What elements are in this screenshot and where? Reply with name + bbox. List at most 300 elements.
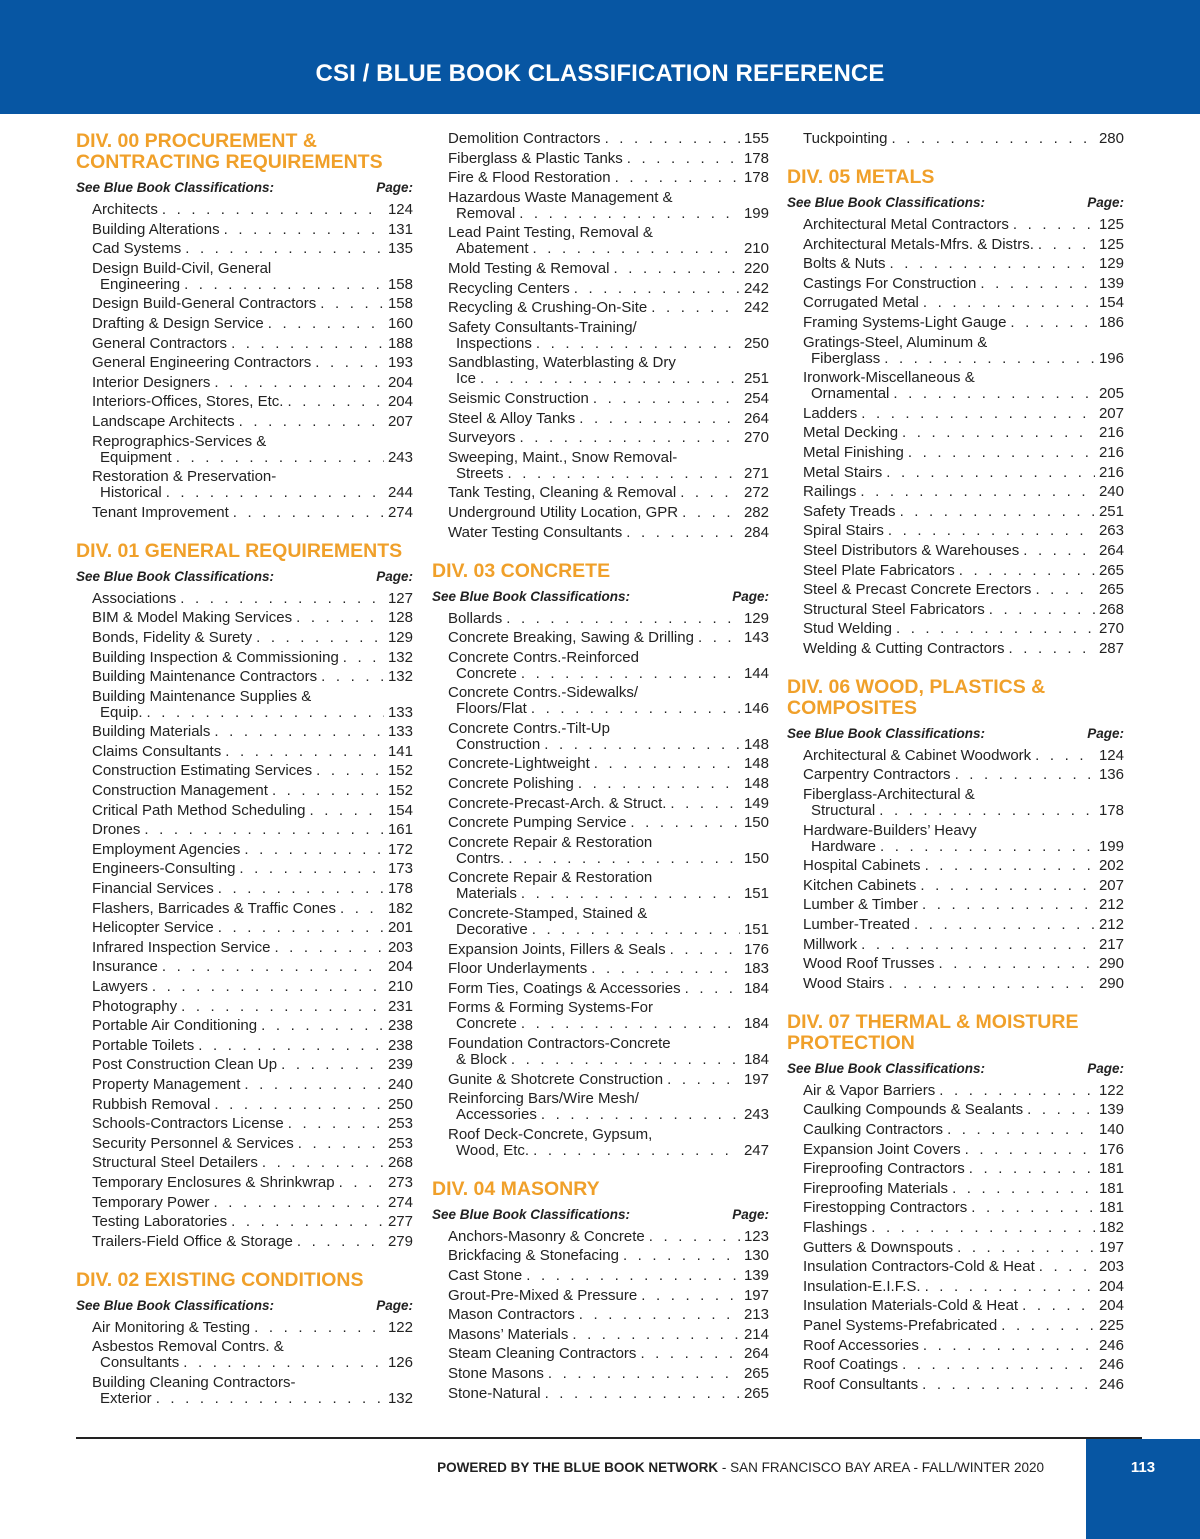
section-heading: DIV. 04 MASONRY [432, 1177, 600, 1200]
entry-name: Abatement [456, 240, 529, 258]
list-item [787, 523, 1124, 539]
dot-leader [176, 450, 384, 466]
entry-row [803, 917, 1124, 933]
entry-row [92, 724, 413, 740]
section-heading: DIV. 05 METALS [787, 166, 935, 188]
entry-name: Concrete [456, 1015, 517, 1033]
entry-page: 132 [387, 1389, 413, 1407]
list-item [787, 787, 1124, 819]
entry-name: Tenant Improvement [92, 503, 229, 521]
dot-leader [508, 851, 740, 867]
entry-name: Tuckpointing [803, 130, 888, 147]
entry-page: 178 [387, 880, 413, 898]
entry-name: Engineers-Consulting [92, 860, 236, 878]
footer [0, 1460, 1064, 1475]
classification-list [76, 202, 413, 521]
entry-name: Building Inspection & Commissioning [92, 648, 339, 666]
list-item [787, 582, 1124, 598]
footer-network: POWERED BY THE BLUE BOOK NETWORK [437, 1460, 719, 1475]
entry-name-line: Concrete Repair & Restoration [448, 869, 653, 887]
list-item [76, 1155, 413, 1171]
entry-row [448, 796, 769, 812]
list-item [787, 1083, 1124, 1099]
entry-page: 188 [387, 334, 413, 352]
entry-name: Seismic Construction [448, 389, 589, 407]
entry-row [803, 748, 1124, 764]
section [432, 561, 769, 1159]
list-item [432, 650, 769, 682]
entry-page: 122 [387, 1318, 413, 1336]
entry-page: 193 [387, 354, 413, 372]
dot-leader [593, 391, 740, 407]
dot-leader [908, 445, 1095, 461]
entry-row [803, 484, 1124, 500]
entry-page: 143 [743, 629, 769, 647]
entry-page: 204 [1098, 1297, 1124, 1315]
list-item [432, 611, 769, 627]
entry-page: 158 [387, 275, 413, 293]
entry-row [448, 485, 769, 501]
list-item [76, 1038, 413, 1054]
entry-page: 272 [743, 484, 769, 502]
footer-edition: - SAN FRANCISCO BAY AREA - FALL/WINTER 2020 [718, 1460, 1044, 1475]
entry-page: 129 [1098, 255, 1124, 273]
list-item [432, 1268, 769, 1284]
dot-leader [640, 1346, 740, 1362]
entry-name: Expansion Joints, Fillers & Seals [448, 940, 666, 958]
entry-page: 279 [387, 1232, 413, 1250]
entry-row [92, 394, 413, 410]
entry-row [92, 940, 413, 956]
entry-row [92, 669, 413, 685]
section-heading: DIV. 03 CONCRETE [432, 559, 611, 582]
list-item [787, 315, 1124, 331]
entry-name: Railings [803, 483, 857, 501]
entry-page: 240 [1098, 483, 1124, 501]
entry-row [803, 563, 1124, 579]
entry-page: 213 [743, 1306, 769, 1324]
classification-list [787, 131, 1124, 147]
entry-row [448, 1307, 769, 1323]
entry-page: 123 [743, 1227, 769, 1245]
entry-page: 210 [743, 240, 769, 258]
dot-leader [321, 669, 384, 685]
entry-page: 216 [1098, 463, 1124, 481]
entry-name-line: Gratings-Steel, Aluminum & [803, 333, 988, 351]
subheading-row [76, 568, 413, 586]
list-item [76, 222, 413, 238]
entry-name: Framing Systems-Light Gauge [803, 313, 1007, 331]
classifications-label: See Blue Book Classifications: [787, 725, 986, 741]
entry-name: Roof Accessories [803, 1336, 919, 1354]
entry-row [92, 1391, 413, 1407]
entry-page: 203 [1098, 1258, 1124, 1276]
entry-page: 246 [1098, 1356, 1124, 1374]
entry-name-line: Restoration & Preservation- [92, 468, 277, 486]
entry-row [92, 1155, 413, 1171]
entry-row [803, 1357, 1124, 1373]
page-number-box [1086, 1439, 1200, 1539]
section-heading: DIV. 00 PROCUREMENT & CONTRACTING REQUIREMENTS [76, 130, 383, 173]
entry-name: Schools-Contractors License [92, 1115, 284, 1133]
entry-page: 182 [1098, 1218, 1124, 1236]
dot-leader [296, 610, 384, 626]
entry-row [803, 315, 1124, 331]
entry-name: Removal [456, 204, 516, 222]
list-item [787, 1142, 1124, 1158]
entry-page: 242 [743, 279, 769, 297]
list-item [432, 796, 769, 812]
list-item [432, 430, 769, 446]
dot-leader [965, 1142, 1095, 1158]
list-item [787, 276, 1124, 292]
page-title: CSI / BLUE BOOK CLASSIFICATION REFERENCE [315, 60, 885, 87]
entry-page: 287 [1098, 639, 1124, 657]
classification-list [432, 1229, 769, 1402]
entry-row [803, 976, 1124, 992]
dot-leader [262, 1155, 384, 1171]
entry-row [448, 922, 769, 938]
subheading-row [76, 1297, 413, 1315]
subheading-row [432, 588, 769, 606]
entry-page: 161 [387, 821, 413, 839]
entry-page: 216 [1098, 443, 1124, 461]
entry-name: Bonds, Fidelity & Surety [92, 628, 253, 646]
dot-leader [184, 277, 384, 293]
entry-page: 210 [387, 978, 413, 995]
list-item [432, 1248, 769, 1264]
entry-page: 268 [1098, 600, 1124, 618]
entry-name: Fiberglass [811, 349, 881, 367]
dot-leader [989, 602, 1095, 618]
entry-name: Architectural & Cabinet Woodwork [803, 746, 1032, 764]
list-item [76, 650, 413, 666]
dot-leader [902, 425, 1095, 441]
entry-row [448, 261, 769, 277]
entry-name: Spiral Stairs [803, 522, 884, 540]
entry-page: 155 [743, 130, 769, 147]
entry-name: Recycling & Crushing-On-Site [448, 299, 648, 317]
entry-name: Form Ties, Coatings & Accessories [448, 979, 681, 997]
dot-leader [156, 1391, 384, 1407]
list-item [432, 170, 769, 186]
entry-row [448, 666, 769, 682]
entry-name: Lawyers [92, 978, 148, 995]
entry-row [803, 276, 1124, 292]
entry-row [803, 1318, 1124, 1334]
subheading-row [787, 725, 1124, 743]
subheading-row [787, 1060, 1124, 1078]
entry-name: Critical Path Method Scheduling [92, 801, 306, 819]
entry-name-line: Ironwork-Miscellaneous & [803, 369, 975, 387]
entry-row [803, 1240, 1124, 1256]
dot-leader [521, 1016, 740, 1032]
entry-row [92, 901, 413, 917]
entry-row [448, 1268, 769, 1284]
section [787, 167, 1124, 657]
entry-name: Rubbish Removal [92, 1095, 211, 1113]
dot-leader [340, 901, 384, 917]
entry-name: Brickfacing & Stonefacing [448, 1247, 619, 1265]
entry-row [92, 1077, 413, 1093]
entry-page: 133 [387, 723, 413, 741]
list-item [76, 822, 413, 838]
dot-leader [879, 803, 1095, 819]
entry-name: Fire & Flood Restoration [448, 169, 611, 187]
dot-leader [578, 776, 740, 792]
list-item [787, 897, 1124, 913]
dot-leader [969, 1161, 1095, 1177]
entry-name: Associations [92, 589, 177, 607]
dot-leader [198, 1038, 384, 1054]
entry-name: Castings For Construction [803, 274, 977, 292]
entry-name: Ornamental [811, 385, 890, 403]
entry-page: 264 [1098, 541, 1124, 559]
dot-leader [519, 206, 740, 222]
list-item [76, 901, 413, 917]
section-heading: DIV. 01 GENERAL REQUIREMENTS [76, 539, 403, 562]
entry-row [92, 375, 413, 391]
entry-name: Interiors-Offices, Stores, Etc. [92, 393, 284, 411]
list-item [76, 296, 413, 312]
entry-page: 150 [743, 849, 769, 867]
dot-leader [896, 621, 1095, 637]
dot-leader [1013, 217, 1095, 233]
entry-row [803, 523, 1124, 539]
dot-leader [574, 281, 740, 297]
dot-leader [508, 466, 740, 482]
list-item [76, 591, 413, 607]
list-item [787, 217, 1124, 233]
list-item [76, 744, 413, 760]
dot-leader [521, 666, 740, 682]
dot-leader [1035, 582, 1095, 598]
entry-page: 244 [387, 484, 413, 502]
entry-name: Panel Systems-Prefabricated [803, 1316, 998, 1334]
entry-name-line: Lead Paint Testing, Removal & [448, 224, 653, 242]
entry-row [803, 1122, 1124, 1138]
entry-name: Steel & Precast Concrete Erectors [803, 581, 1032, 599]
entry-name: Claims Consultants [92, 742, 222, 760]
dot-leader [231, 1214, 384, 1230]
entry-name: Caulking Compounds & Sealants [803, 1101, 1024, 1119]
entry-row [448, 1072, 769, 1088]
entry-page: 214 [743, 1325, 769, 1343]
dot-leader [309, 803, 384, 819]
entry-row [92, 1175, 413, 1191]
entry-name-line: Asbestos Removal Contrs. & [92, 1338, 284, 1356]
entry-name: Engineering [100, 275, 181, 293]
entry-page: 284 [743, 523, 769, 541]
entry-name: Caulking Contractors [803, 1121, 944, 1138]
entry-page: 139 [743, 1266, 769, 1284]
dot-leader [254, 1320, 384, 1336]
entry-name: Hardware [811, 837, 877, 855]
section [787, 131, 1124, 147]
entry-name: Metal Decking [803, 424, 899, 442]
list-item [787, 767, 1124, 783]
entry-name-line: Reinforcing Bars/Wire Mesh/ [448, 1090, 639, 1108]
dot-leader [183, 1355, 384, 1371]
entry-row [448, 942, 769, 958]
footer-divider [76, 1437, 1142, 1439]
list-item [787, 1338, 1124, 1354]
entry-name: Bolts & Nuts [803, 255, 886, 273]
list-item [76, 803, 413, 819]
entry-row [803, 803, 1124, 819]
entry-name: Steel Plate Fabricators [803, 561, 955, 579]
list-item [432, 450, 769, 482]
dot-leader [506, 611, 740, 627]
dot-leader [274, 940, 384, 956]
entry-page: 204 [387, 958, 413, 976]
entry-name: BIM & Model Making Services [92, 609, 293, 627]
list-item [432, 685, 769, 717]
entry-page: 247 [743, 1141, 769, 1159]
list-item [432, 961, 769, 977]
list-item [787, 1298, 1124, 1314]
entry-name: Insurance [92, 958, 158, 976]
entry-row [803, 602, 1124, 618]
entry-page: 199 [1098, 837, 1124, 855]
list-item [787, 1220, 1124, 1236]
list-item [432, 1307, 769, 1323]
entry-page: 243 [743, 1106, 769, 1124]
entry-name: Construction [456, 735, 541, 753]
entry-row [803, 295, 1124, 311]
entry-page: 181 [1098, 1199, 1124, 1217]
entry-page: 160 [387, 314, 413, 332]
entry-name-line: Forms & Forming Systems-For [448, 999, 654, 1017]
entry-name-line: Fiberglass-Architectural & [803, 786, 975, 804]
entry-page: 265 [1098, 581, 1124, 599]
entry-name: Underground Utility Location, GPR [448, 503, 679, 521]
entry-name: Design Build-General Contractors [92, 295, 317, 313]
list-item [76, 689, 413, 721]
dot-leader [649, 1229, 740, 1245]
list-item [76, 861, 413, 877]
entry-name: Temporary Enclosures & Shrinkwrap [92, 1173, 335, 1191]
page-column-label: Page: [732, 588, 769, 604]
dot-leader [880, 839, 1095, 855]
entry-row [803, 217, 1124, 233]
entry-name: Hospital Cabinets [803, 857, 921, 875]
entry-page: 290 [1098, 974, 1124, 992]
entry-name: Financial Services [92, 880, 214, 898]
entry-page: 254 [743, 389, 769, 407]
dot-leader [651, 300, 740, 316]
list-item [432, 815, 769, 831]
entry-page: 149 [743, 794, 769, 812]
entry-page: 129 [387, 628, 413, 646]
list-item [76, 434, 413, 466]
dot-leader [1022, 1298, 1095, 1314]
entry-name: Structural [811, 802, 876, 820]
entry-name: Flashers, Barricades & Traffic Cones [92, 899, 336, 917]
list-item [432, 630, 769, 646]
entry-page: 152 [387, 782, 413, 800]
entry-page: 136 [1098, 766, 1124, 784]
entry-row [803, 1259, 1124, 1275]
entry-name-line: Foundation Contractors-Concrete [448, 1035, 671, 1052]
entry-page: 225 [1098, 1316, 1124, 1334]
dot-leader [947, 1122, 1095, 1138]
entry-page: 282 [743, 503, 769, 521]
list-item [787, 1200, 1124, 1216]
entry-row [803, 1220, 1124, 1236]
entry-name: Gunite & Shotcrete Construction [448, 1070, 664, 1088]
entry-name: Water Testing Consultants [448, 523, 623, 541]
list-item [76, 355, 413, 371]
entry-row [92, 1097, 413, 1113]
list-item [432, 1072, 769, 1088]
dot-leader [281, 1057, 384, 1073]
entry-name: Air & Vapor Barriers [803, 1081, 936, 1099]
entry-row [92, 783, 413, 799]
dot-leader [670, 942, 740, 958]
entry-row [448, 281, 769, 297]
list-item [432, 190, 769, 222]
dot-leader [861, 937, 1095, 953]
entry-row [803, 351, 1124, 367]
dot-leader [214, 1097, 384, 1113]
entry-page: 207 [1098, 404, 1124, 422]
list-item [787, 445, 1124, 461]
entry-page: 132 [387, 648, 413, 666]
list-item [787, 484, 1124, 500]
dot-leader [957, 1240, 1095, 1256]
entry-name: Contrs. [456, 849, 505, 867]
classification-list [787, 1083, 1124, 1393]
entry-row [92, 610, 413, 626]
dot-leader [147, 705, 384, 721]
dot-leader [914, 917, 1095, 933]
entry-row [448, 701, 769, 717]
list-item [76, 881, 413, 897]
entry-name: Architectural Metals-Mfrs. & Distrs. [803, 235, 1034, 253]
entry-page: 251 [1098, 502, 1124, 520]
entry-name: Expansion Joint Covers [803, 1140, 961, 1158]
entry-row [803, 767, 1124, 783]
dot-leader [980, 276, 1095, 292]
entry-page: 212 [1098, 916, 1124, 934]
dot-leader [920, 878, 1095, 894]
list-item [787, 504, 1124, 520]
entry-page: 178 [743, 149, 769, 167]
entry-row [448, 466, 769, 482]
entry-row [448, 206, 769, 222]
entry-row [803, 131, 1124, 147]
entry-page: 148 [743, 775, 769, 793]
entry-page: 264 [743, 1345, 769, 1363]
entry-name: Lumber-Treated [803, 916, 910, 934]
dot-leader [1027, 1102, 1095, 1118]
entry-page: 172 [387, 840, 413, 858]
list-item [432, 942, 769, 958]
list-item [76, 1234, 413, 1250]
dot-leader [861, 406, 1095, 422]
dot-leader [971, 1200, 1095, 1216]
list-item [787, 641, 1124, 657]
list-item [787, 295, 1124, 311]
entry-name: Mason Contractors [448, 1306, 575, 1324]
section [76, 1270, 413, 1407]
entry-row [92, 881, 413, 897]
entry-name: Concrete-Lightweight [448, 755, 590, 773]
entry-row [803, 406, 1124, 422]
list-item [787, 748, 1124, 764]
list-item [432, 1091, 769, 1123]
